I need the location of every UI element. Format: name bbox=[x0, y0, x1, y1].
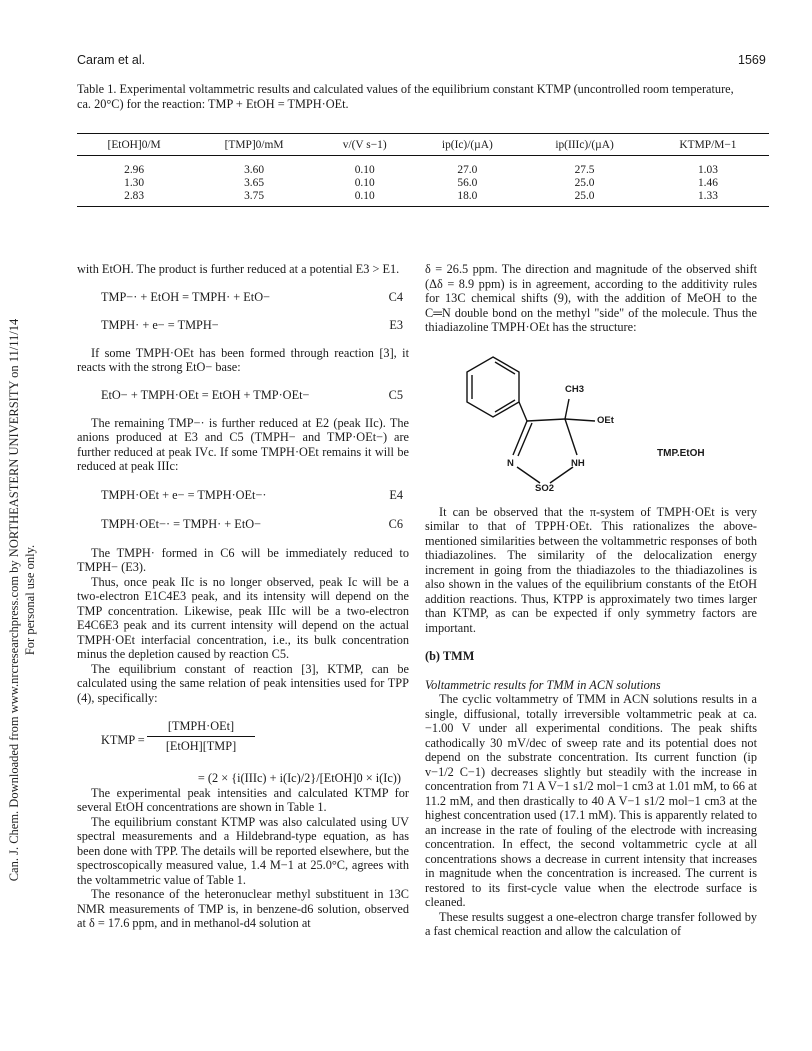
equilibrium-fraction bbox=[77, 719, 409, 765]
table-cell: 3.60 bbox=[244, 164, 265, 176]
table-cell: 3.65 bbox=[244, 177, 265, 189]
equilibrium-expression: = (2 × {i(IIIc) + i(Ic)/2}/[EtOH]0 × i(Ic)) bbox=[197, 771, 401, 785]
equation-tag: C4 bbox=[388, 289, 403, 304]
download-watermark bbox=[6, 210, 38, 990]
table-cell: 18.0 bbox=[413, 190, 523, 207]
benzene-ring bbox=[467, 357, 519, 417]
fraction-numerator: [TMPH·OEt] bbox=[147, 719, 255, 737]
col-header: ip(Ic)/(µA) bbox=[413, 134, 523, 156]
chemical-structure bbox=[425, 343, 757, 493]
table-cell: 25.0 bbox=[522, 190, 647, 207]
equation-c5 bbox=[77, 388, 409, 403]
paragraph: The resonance of the heteronuclear methyl substituent in 13C NMR measurements of TMP is, in benzene-d6 solution, observed at δ = 17.6 ppm, and in methanol-d4 solution at bbox=[77, 887, 409, 930]
right-column bbox=[425, 262, 757, 939]
left-column bbox=[77, 262, 409, 931]
paragraph: The equilibrium constant of reaction [3], KTMP, can be calculated using the same relation of peak intensities used for TPP (4), specifically: bbox=[77, 661, 409, 705]
watermark-line-2: For personal use only. bbox=[23, 544, 37, 656]
ch3-label: CH3 bbox=[565, 383, 585, 395]
table-cell: 56.0 bbox=[457, 177, 478, 189]
paragraph: The TMPH· formed in C6 will be immediately reduced to TMPH− (E3). bbox=[77, 545, 409, 574]
table-cell: 1.33 bbox=[647, 190, 769, 207]
table-cell: 27.5 bbox=[574, 164, 595, 176]
paragraph: The equilibrium constant KTMP was also calculated using UV spectral measurements and a Hildebrand-type equation, as has been done with TPP. The details will be reported elsewhere, but the spectroscopically measured value, 1.4 M−1 at 25.0°C, agrees with the voltammetric value of Table 1. bbox=[77, 814, 409, 887]
paragraph: The experimental peak intensities and calculated KTMP for several EtOH concentrations are shown in Table 1. bbox=[77, 785, 409, 814]
equation-tag: E4 bbox=[389, 487, 403, 502]
table-cell: 1.46 bbox=[697, 177, 718, 189]
equation-expression: EtO− + TMPH·OEt = EtOH + TMP·OEt− bbox=[101, 387, 310, 402]
paragraph: δ = 26.5 ppm. The direction and magnitude of the observed shift (Δδ = 8.9 ppm) is in agreement, according to the additivity rules for 13C chemical shifts (9), with the addition of MeOH to the C═N double bond on the methyl "side" of the molecule. Thus the thiadiazoline TMPH·OEt has the structure: bbox=[425, 262, 757, 334]
equation-expression: TMPH·OEt−· = TMPH· + EtO− bbox=[101, 516, 262, 531]
table-row bbox=[77, 177, 769, 190]
oet-label: OEt bbox=[597, 414, 614, 426]
nh-label: NH bbox=[571, 457, 585, 469]
fraction-denominator: [EtOH][TMP] bbox=[165, 739, 237, 753]
equation-c6 bbox=[77, 517, 409, 532]
paragraph: These results suggest a one-electron charge transfer followed by a fast chemical reaction and allow the calculation of bbox=[425, 909, 757, 938]
running-head: Caram et al. bbox=[77, 53, 146, 67]
paragraph: The cyclic voltammetry of TMM in ACN solutions results in a single, diffusional, totally irreversible voltammetric peak at ca. −1.00 V under all experimental conditions. The peak shifts cathodically 30 mV/dec of sweep rate and its potential does not depend on the substrate concentration. Its current function (ip v−1/2 C−1) decreases slightly but steadily with the increase in concentration from 71 A V−1 s1/2 mol−1 cm3 at 1.01 mM, to 66 at 11.2 mM, and then drastically to 40 A V−1 s1/2 mol−1 cm3 at the highest concentration used (17.1 mM). This is apparently related to an increase in the rate of fouling of the electrode with increasing concentration. In effect, the second voltammetric cycle at all concentrations shows a decrease in current intensity that increases in magnitude when the concentration is increased. The current is restored to its first-cycle value when the electrode surface is cleaned. bbox=[425, 692, 757, 909]
equation-expression: TMP−· + EtOH = TMPH· + EtO− bbox=[101, 289, 271, 304]
table-cell: 0.10 bbox=[354, 177, 375, 189]
table-cell: 1.03 bbox=[697, 164, 718, 176]
table-row bbox=[77, 156, 769, 178]
table-caption: Table 1. Experimental voltammetric results and calculated values of the equilibrium constant KTMP (uncontrolled room temperature, ca. 20°C) for the reaction: TMP + EtOH = TMPH·OEt. bbox=[77, 82, 734, 111]
structure-name: TMP.EtOH bbox=[657, 447, 705, 459]
section-heading: (b) TMM bbox=[425, 649, 475, 663]
equation-tag: E3 bbox=[389, 317, 403, 332]
results-table bbox=[77, 133, 769, 207]
page-number: 1569 bbox=[738, 53, 766, 67]
paragraph: Thus, once peak IIc is no longer observed, peak Ic will be a two-electron E1C4E3 peak, and its intensity will depend on the TMP concentration. Likewise, peak IIIc will be a two-electron E4C6E3 peak and its current intensity will depend on the actual TMPH·OEt interfacial concentration, i.e., its bulk concentration minus the depletion caused by reaction C5. bbox=[77, 574, 409, 661]
equation-expression: TMPH· + e− = TMPH− bbox=[101, 317, 219, 332]
n-label: N bbox=[507, 457, 514, 469]
table-cell: 2.83 bbox=[77, 190, 191, 207]
col-header: v/(V s−1) bbox=[317, 134, 413, 156]
col-header: ip(IIIc)/(µA) bbox=[522, 134, 647, 156]
subsection-heading: Voltammetric results for TMM in ACN solutions bbox=[425, 677, 661, 692]
equation-e3 bbox=[77, 318, 409, 333]
col-header: KTMP/M−1 bbox=[647, 134, 769, 156]
table-cell: 2.96 bbox=[124, 164, 145, 176]
structure-drawing bbox=[425, 343, 757, 493]
paragraph: The remaining TMP−· is further reduced at E2 (peak IIc). The anions produced at E3 and C5 (TMPH− and TMP·OEt−) are further reduced at peak IVc. If some TMPH·OEt remains it will be reduced at peak IIIc: bbox=[77, 415, 409, 473]
paragraph: If some TMPH·OEt has been formed through reaction [3], it reacts with the strong EtO− base: bbox=[77, 345, 409, 374]
table-row bbox=[77, 190, 769, 207]
col-header: [TMP]0/mM bbox=[191, 134, 317, 156]
equation-expression: TMPH·OEt + e− = TMPH·OEt−· bbox=[101, 487, 267, 502]
table-cell: 27.0 bbox=[457, 164, 478, 176]
so2-label: SO2 bbox=[535, 482, 555, 494]
paragraph: It can be observed that the π-system of TMPH·OEt is very similar to that of TPPH·OEt. This rationalizes the above-mentioned similarities between the voltammetric responses of both thiadiazolines. The similarity of the delocalization energy increment in going from the thiadiazoles to the thiadiazolines is also shown in the values of the equilibrium constants of the EtOH addition reactions. Thus, KTPP is approximately two times larger than KTMP, as can be expected if only symmetry factors are important. bbox=[425, 504, 757, 635]
table-cell: 0.10 bbox=[317, 190, 413, 207]
table-cell: 3.75 bbox=[191, 190, 317, 207]
equation-e4 bbox=[77, 488, 409, 503]
col-header: [EtOH]0/M bbox=[77, 134, 191, 156]
table-header-row bbox=[77, 134, 769, 156]
equation-tag: C6 bbox=[388, 516, 403, 531]
equation-c4 bbox=[77, 290, 409, 305]
table-cell: 25.0 bbox=[574, 177, 595, 189]
table-cell: 0.10 bbox=[354, 164, 375, 176]
equation-tag: C5 bbox=[388, 387, 403, 402]
fraction-lhs: KTMP = bbox=[101, 733, 145, 747]
watermark-line-1: Can. J. Chem. Downloaded from www.nrcresearchpress.com by NORTHEASTERN UNIVERSITY on 11/11/14 bbox=[7, 318, 21, 882]
table-cell: 1.30 bbox=[124, 177, 145, 189]
paragraph: with EtOH. The product is further reduced at a potential E3 > E1. bbox=[77, 262, 400, 276]
